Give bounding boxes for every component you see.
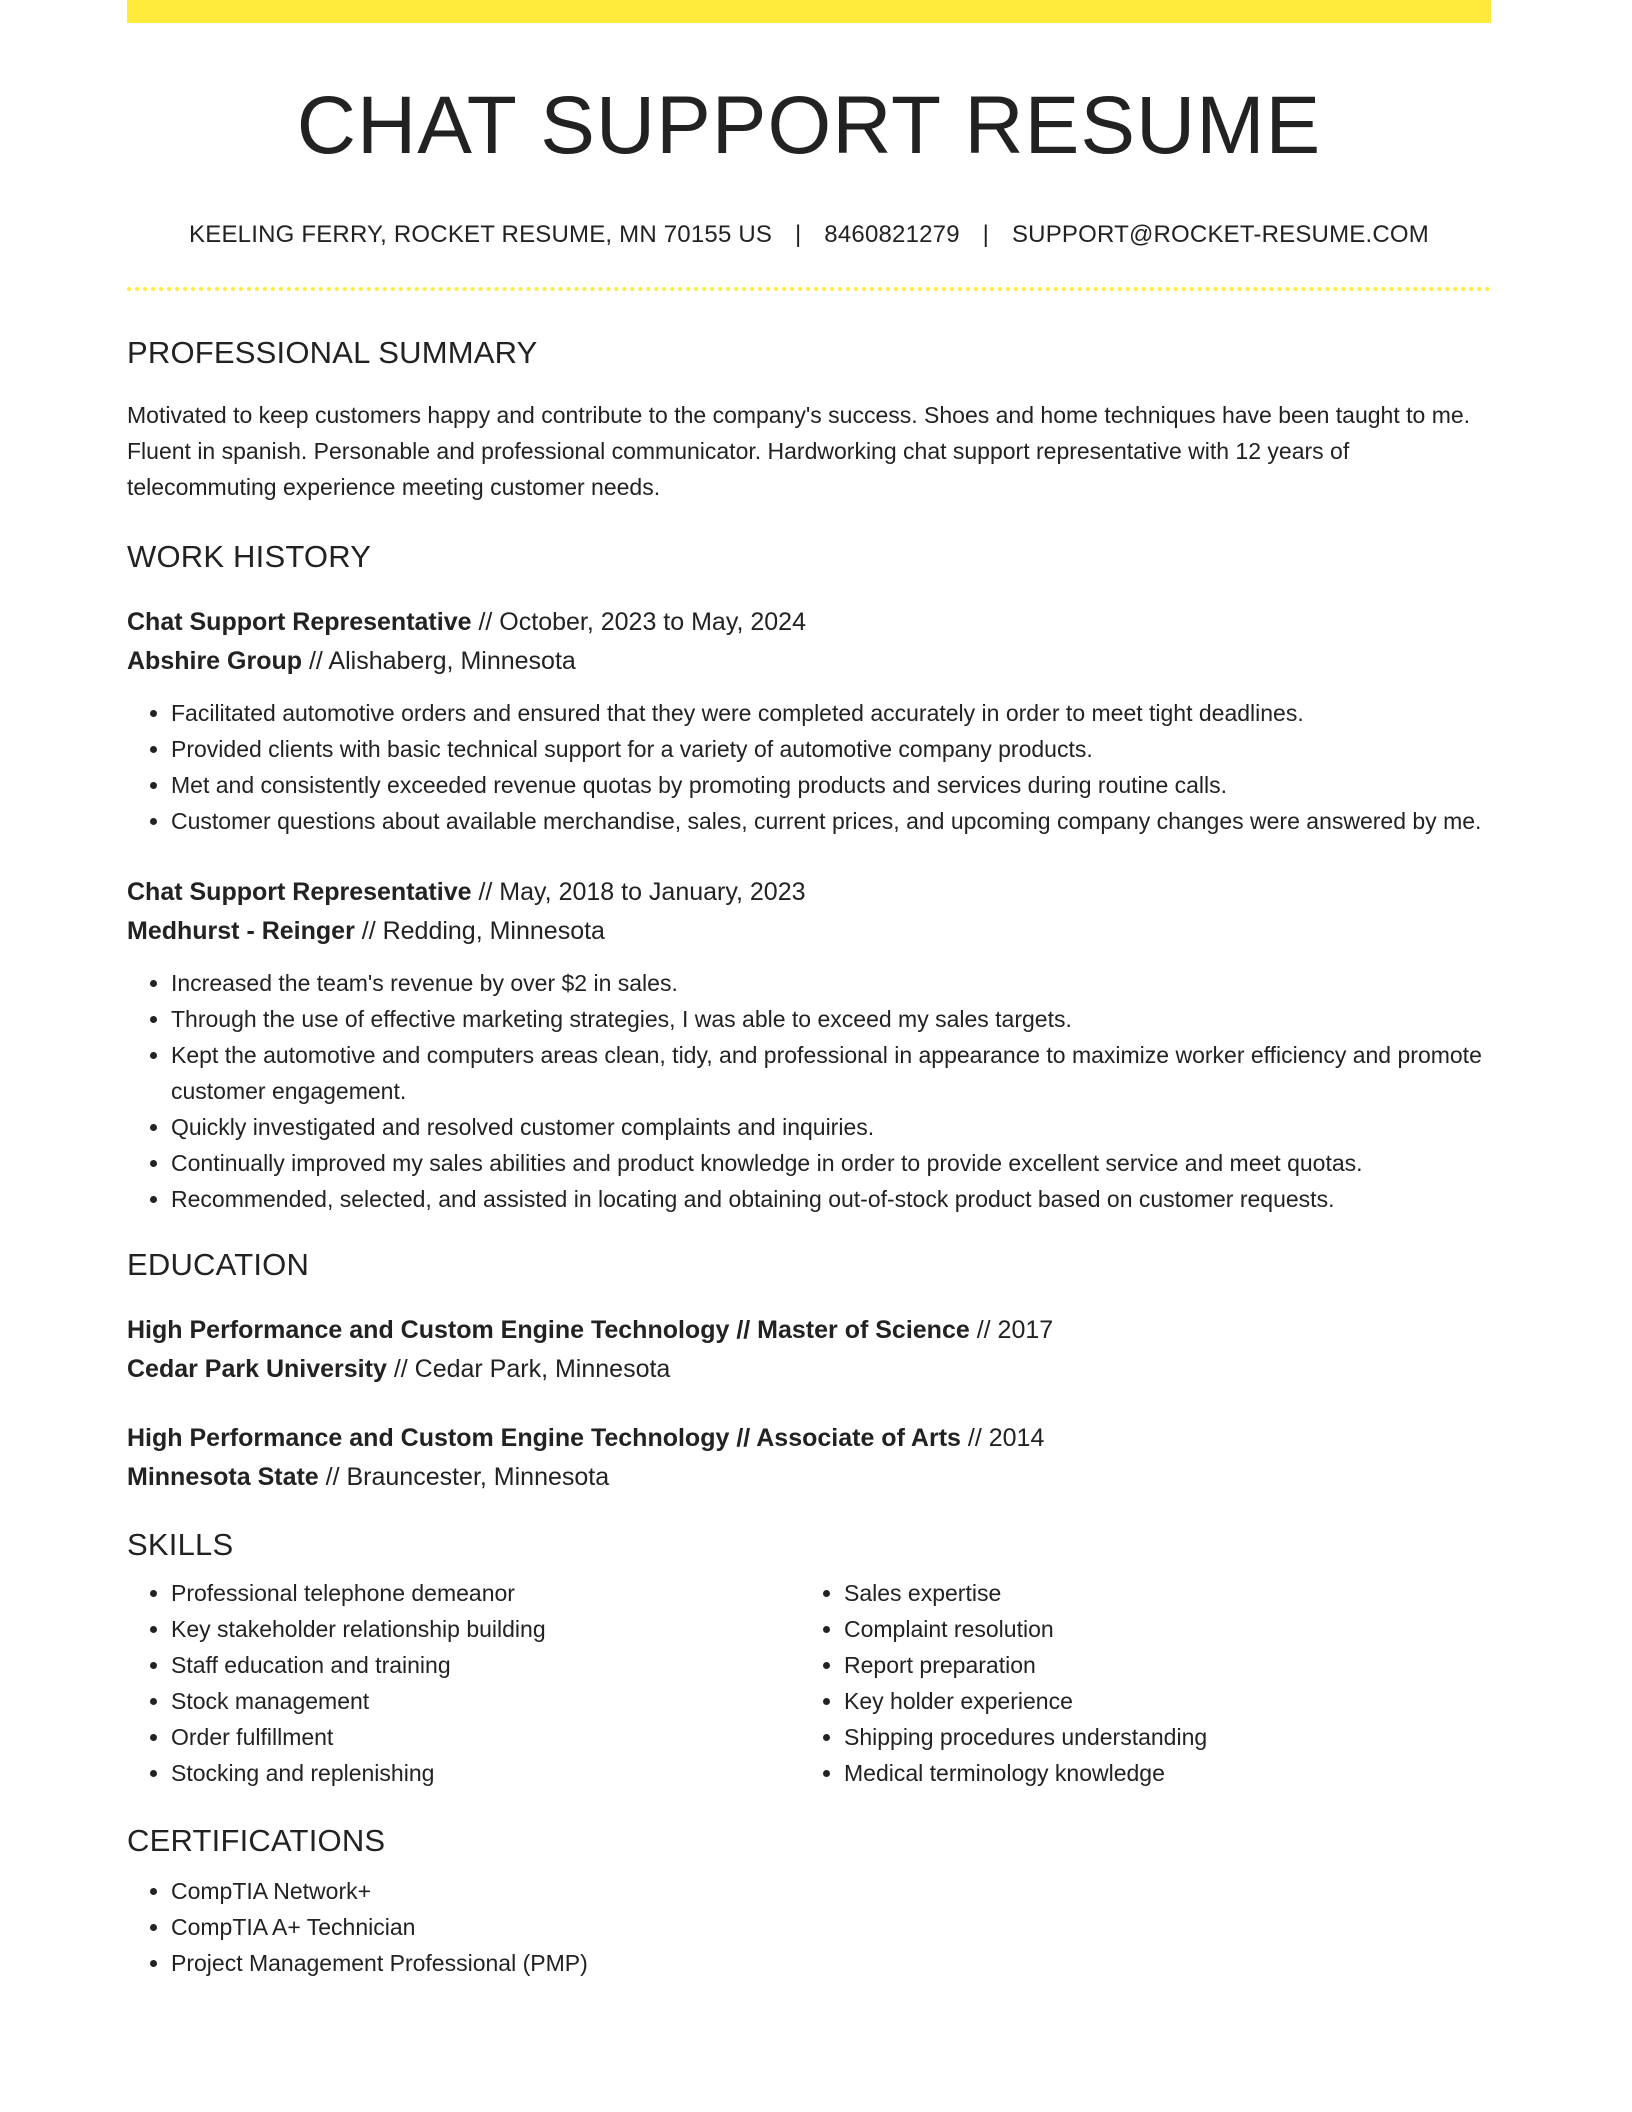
- education-school: Minnesota State: [127, 1463, 319, 1492]
- contact-separator: |: [982, 221, 990, 249]
- job-role: Chat Support Representative: [127, 878, 472, 907]
- skill-item: • Staff education and training: [171, 1647, 800, 1683]
- education-year: // 2014: [967, 1424, 1045, 1453]
- education-heading: EDUCATION: [127, 1247, 310, 1283]
- certification-item: • CompTIA A+ Technician: [171, 1909, 1491, 1945]
- job-role-line: [127, 603, 1491, 642]
- job-company: Abshire Group: [127, 647, 303, 676]
- skills-heading: SKILLS: [127, 1527, 234, 1563]
- skill-item: • Sales expertise: [844, 1575, 1473, 1611]
- job-bullets: [127, 695, 1491, 839]
- job-bullet: • Through the use of effective marketing strategies, I was able to exceed my sales targets.: [171, 1001, 1491, 1037]
- skill-item: • Stocking and replenishing: [171, 1755, 800, 1791]
- education-location: // Brauncester, Minnesota: [325, 1463, 610, 1492]
- education-school: Cedar Park University: [127, 1355, 387, 1384]
- job-bullet: • Facilitated automotive orders and ensured that they were completed accurately in order to meet tight deadlines.: [171, 695, 1491, 731]
- skills-left-column: [127, 1575, 800, 1791]
- job-entry: [127, 603, 1491, 839]
- skill-item: • Key holder experience: [844, 1683, 1473, 1719]
- resume-title: CHAT SUPPORT RESUME: [296, 80, 1322, 171]
- job-bullets: [127, 965, 1491, 1217]
- education-year: // 2017: [976, 1316, 1054, 1345]
- skills-grid: [127, 1575, 1491, 1791]
- job-bullet: • Kept the automotive and computers areas clean, tidy, and professional in appearance to maximize worker efficiency and promote customer engagement.: [171, 1037, 1491, 1109]
- certifications-list: [127, 1873, 1491, 1981]
- skill-item: • Order fulfillment: [171, 1719, 800, 1755]
- job-company: Medhurst - Reinger: [127, 917, 355, 946]
- education-entry: [127, 1419, 1491, 1497]
- education-entry: [127, 1311, 1491, 1389]
- education-degree: High Performance and Custom Engine Technology // Master of Science: [127, 1316, 970, 1345]
- job-bullet: • Quickly investigated and resolved customer complaints and inquiries.: [171, 1109, 1491, 1145]
- skill-item: • Medical terminology knowledge: [844, 1755, 1473, 1791]
- job-entry: [127, 873, 1491, 1217]
- phone: 8460821279: [824, 221, 960, 249]
- education-school-line: [127, 1458, 1491, 1497]
- certification-item: • CompTIA Network+: [171, 1873, 1491, 1909]
- skill-item: • Report preparation: [844, 1647, 1473, 1683]
- job-bullet: • Increased the team's revenue by over $2 in sales.: [171, 965, 1491, 1001]
- education-degree-line: [127, 1311, 1491, 1350]
- certification-item: • Project Management Professional (PMP): [171, 1945, 1491, 1981]
- email: SUPPORT@ROCKET-RESUME.COM: [1011, 221, 1429, 249]
- job-role: Chat Support Representative: [127, 608, 472, 637]
- skill-item: • Key stakeholder relationship building: [171, 1611, 800, 1647]
- address: KEELING FERRY, ROCKET RESUME, MN 70155 US: [189, 221, 773, 249]
- job-bullet: • Recommended, selected, and assisted in locating and obtaining out-of-stock product based on customer requests.: [171, 1181, 1491, 1217]
- skill-item: • Professional telephone demeanor: [171, 1575, 800, 1611]
- job-dates: // May, 2018 to January, 2023: [478, 878, 806, 907]
- resume-page: [127, 0, 1491, 1981]
- summary-text: Motivated to keep customers happy and contribute to the company's success. Shoes and home techniques have been taught to me. Fluent in spanish. Personable and professional communicator. Hardworking chat support representative with 12 years of telecommuting experience meeting customer needs.: [127, 402, 1471, 501]
- contact-line: [127, 221, 1491, 249]
- job-company-line: [127, 642, 1491, 681]
- certifications-heading: CERTIFICATIONS: [127, 1823, 386, 1859]
- job-dates: // October, 2023 to May, 2024: [478, 608, 806, 637]
- job-location: // Alishaberg, Minnesota: [308, 647, 576, 676]
- education-degree: High Performance and Custom Engine Technology // Associate of Arts: [127, 1424, 961, 1453]
- job-location: // Redding, Minnesota: [361, 917, 605, 946]
- dotted-divider: [127, 287, 1491, 291]
- job-bullet: • Provided clients with basic technical support for a variety of automotive company products.: [171, 731, 1491, 767]
- skill-item: • Complaint resolution: [844, 1611, 1473, 1647]
- skill-item: • Shipping procedures understanding: [844, 1719, 1473, 1755]
- job-role-line: [127, 873, 1491, 912]
- education-school-line: [127, 1350, 1491, 1389]
- job-bullet: • Continually improved my sales abilities and product knowledge in order to provide excellent service and meet quotas.: [171, 1145, 1491, 1181]
- skill-item: • Stock management: [171, 1683, 800, 1719]
- job-company-line: [127, 912, 1491, 951]
- work-history-heading: WORK HISTORY: [127, 539, 372, 575]
- job-bullet: • Met and consistently exceeded revenue quotas by promoting products and services during routine calls.: [171, 767, 1491, 803]
- summary-heading: PROFESSIONAL SUMMARY: [127, 335, 538, 371]
- education-location: // Cedar Park, Minnesota: [393, 1355, 671, 1384]
- education-degree-line: [127, 1419, 1491, 1458]
- top-accent-bar: [127, 0, 1491, 23]
- skills-right-column: [800, 1575, 1473, 1791]
- contact-separator: |: [794, 221, 802, 249]
- job-bullet: • Customer questions about available merchandise, sales, current prices, and upcoming company changes were answered by me.: [171, 803, 1491, 839]
